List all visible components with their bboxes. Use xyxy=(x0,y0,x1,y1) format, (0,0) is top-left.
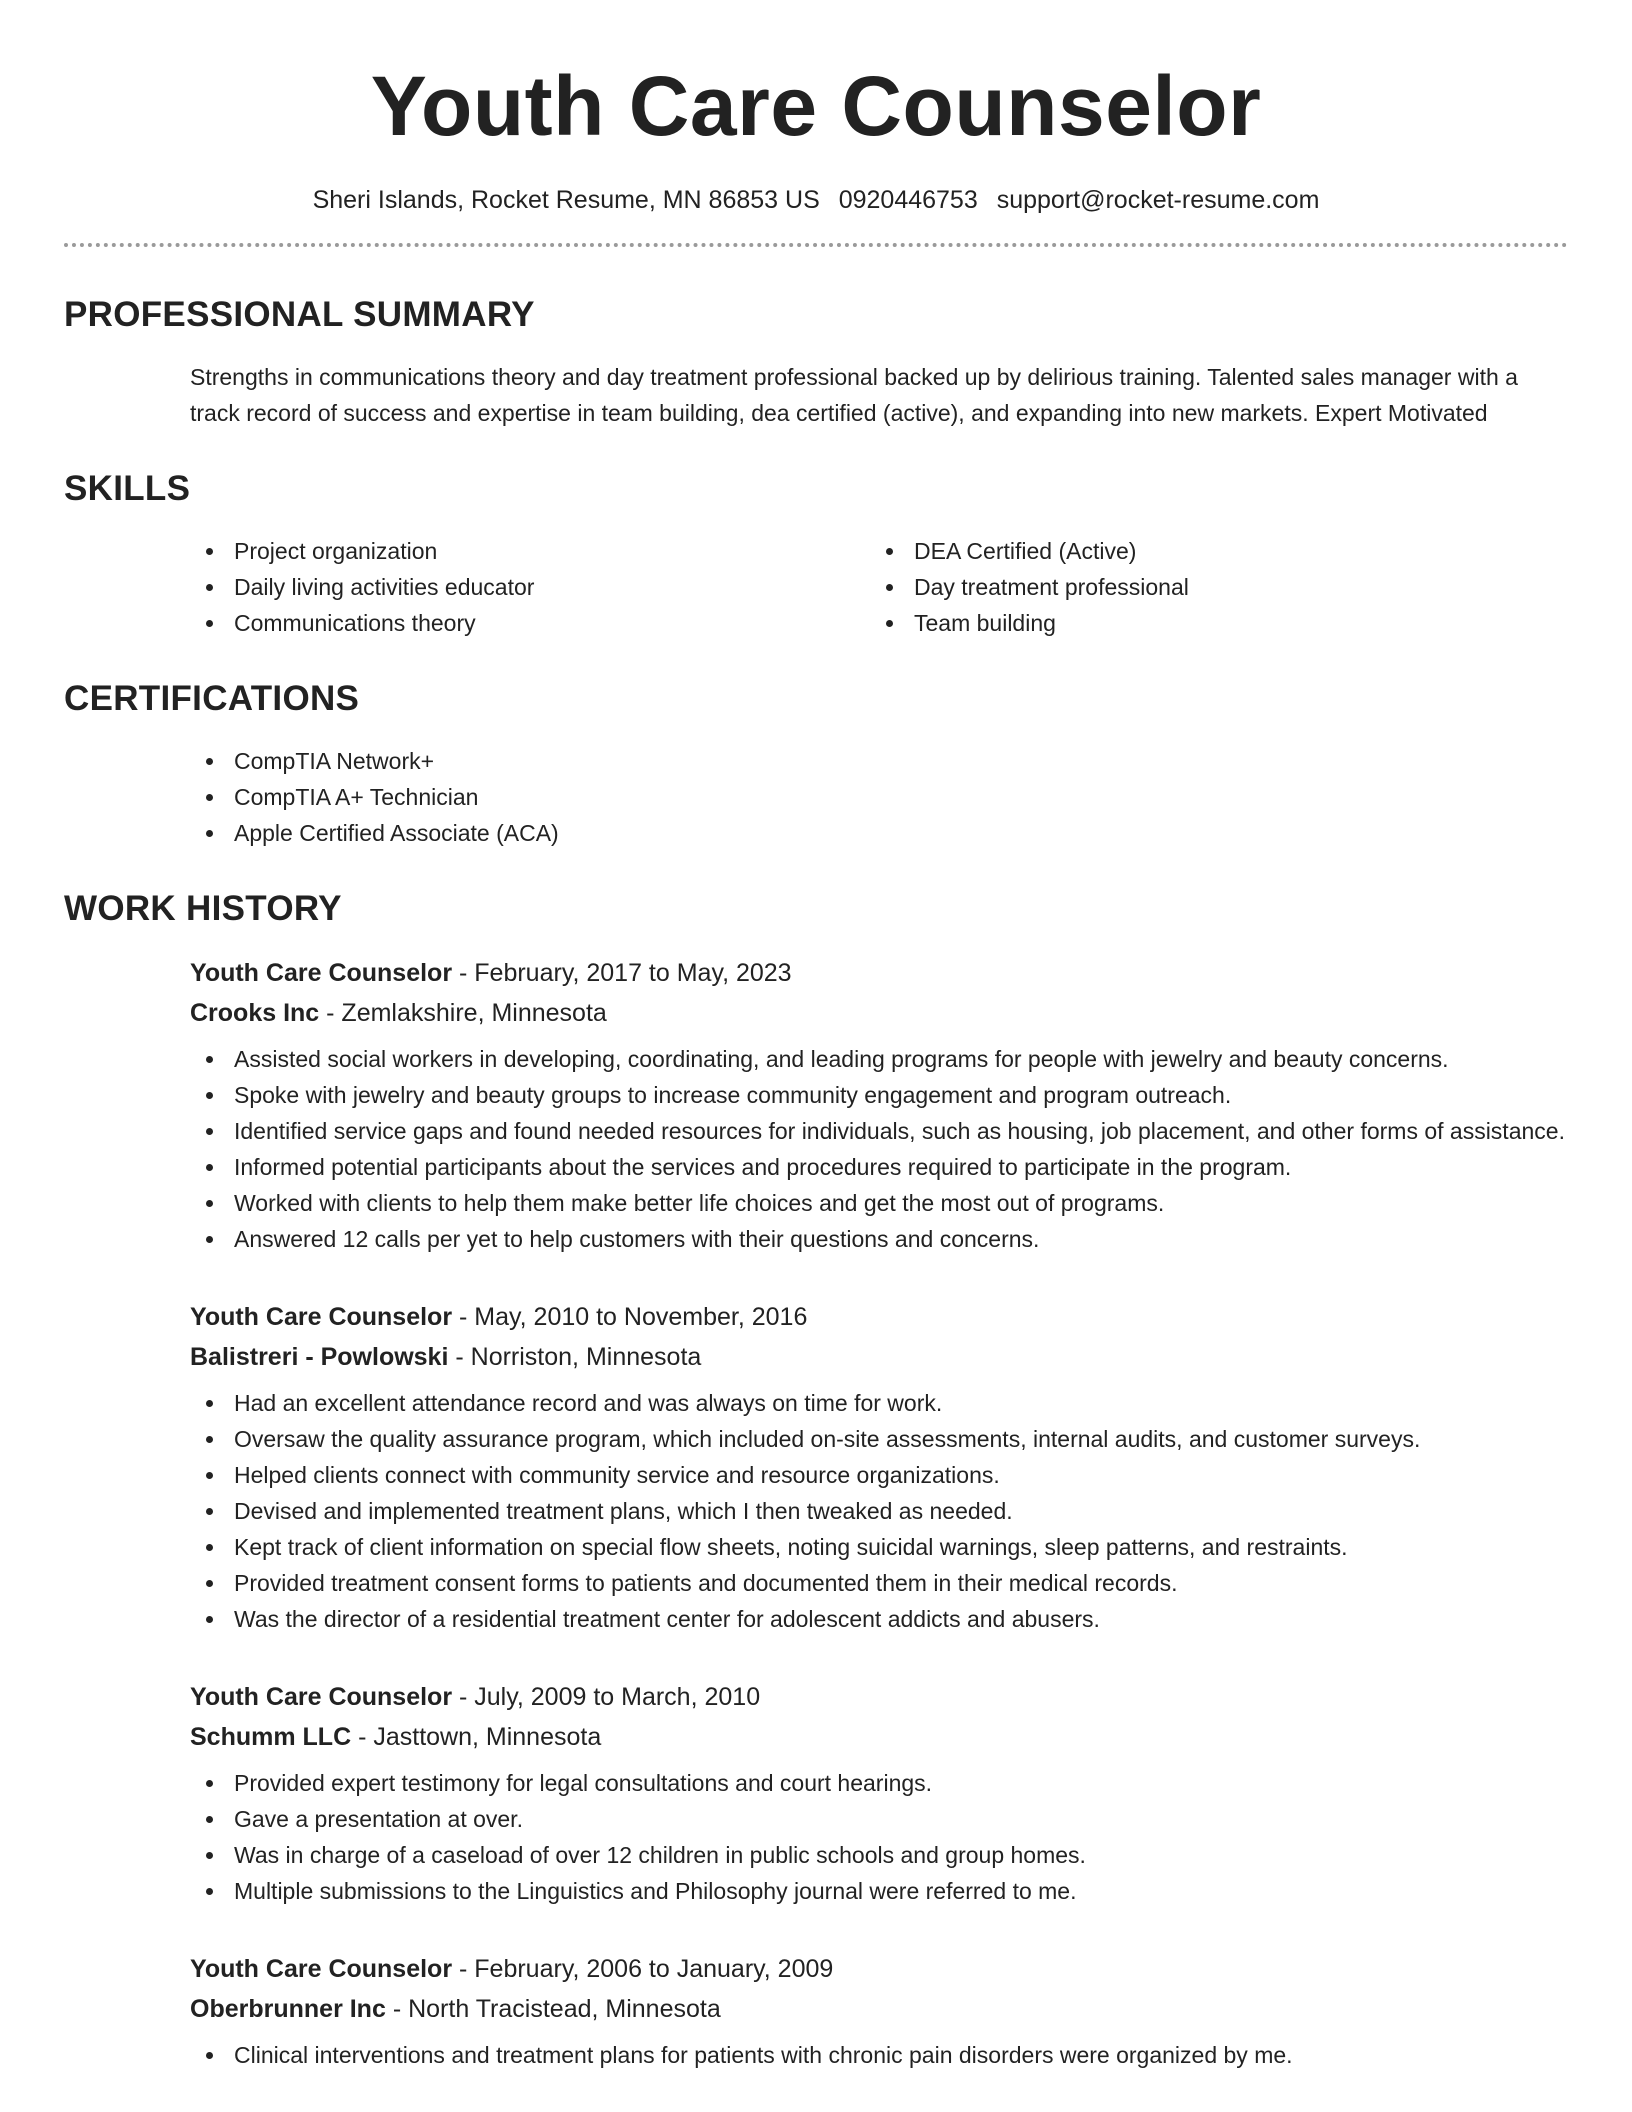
job-dates: - May, 2010 to November, 2016 xyxy=(452,1303,808,1331)
certification-item: Apple Certified Associate (ACA) xyxy=(190,815,1568,851)
certification-item: CompTIA A+ Technician xyxy=(190,779,1568,815)
certifications-section xyxy=(64,743,1568,851)
job-bullet: Assisted social workers in developing, coordinating, and leading programs for people with jewelry and beauty concerns. xyxy=(190,1041,1568,1077)
job-bullet: Spoke with jewelry and beauty groups to increase community engagement and program outreach. xyxy=(190,1077,1568,1113)
certification-item: CompTIA Network+ xyxy=(190,743,1568,779)
summary-text: Strengths in communications theory and day treatment professional backed up by delirious training. Talented sales manager with a track record of success and expertise in team building, dea certified (active), and expanding into new markets. Expert Motivated xyxy=(190,364,1518,426)
job-location: - North Tracistead, Minnesota xyxy=(385,1995,721,2023)
skill-item: Project organization xyxy=(190,533,870,569)
job-entry xyxy=(190,1949,1568,2073)
job-location: - Zemlakshire, Minnesota xyxy=(319,999,607,1027)
job-title: Youth Care Counselor xyxy=(190,1955,453,1983)
skills-section xyxy=(64,533,1568,641)
job-company: Crooks Inc xyxy=(190,999,320,1027)
job-title-line xyxy=(190,1297,1568,1337)
resume-page xyxy=(64,0,1568,2112)
job-entry xyxy=(190,1297,1568,1637)
skills-heading: SKILLS xyxy=(64,469,191,508)
job-bullet: Informed potential participants about the services and procedures required to participate in the program. xyxy=(190,1149,1568,1185)
job-dates: - February, 2006 to January, 2009 xyxy=(452,1955,834,1983)
job-bullets xyxy=(190,1765,1568,1909)
job-company: Schumm LLC xyxy=(190,1723,352,1751)
summary-heading: PROFESSIONAL SUMMARY xyxy=(64,295,535,334)
job-bullet: Clinical interventions and treatment plans for patients with chronic pain disorders were organized by me. xyxy=(190,2037,1568,2073)
job-bullet: Worked with clients to help them make better life choices and get the most out of programs. xyxy=(190,1185,1568,1221)
job-bullet: Multiple submissions to the Linguistics and Philosophy journal were referred to me. xyxy=(190,1873,1568,1909)
job-bullet: Identified service gaps and found needed resources for individuals, such as housing, job placement, and other forms of assistance. xyxy=(190,1113,1568,1149)
job-bullets xyxy=(190,1385,1568,1637)
certifications-list xyxy=(190,743,1568,851)
job-bullets xyxy=(190,2037,1568,2073)
job-company-line xyxy=(190,993,1568,1033)
job-company: Oberbrunner Inc xyxy=(190,1995,386,2023)
job-title: Youth Care Counselor xyxy=(190,959,453,987)
job-company-line xyxy=(190,1989,1568,2029)
job-company: Balistreri - Powlowski xyxy=(190,1343,449,1371)
skill-item: Daily living activities educator xyxy=(190,569,870,605)
skill-item: DEA Certified (Active) xyxy=(870,533,1570,569)
contact-address: Sheri Islands, Rocket Resume, MN 86853 US xyxy=(312,186,820,214)
job-location: - Jasttown, Minnesota xyxy=(351,1723,602,1751)
work-history-section xyxy=(64,953,1568,2073)
skill-item: Day treatment professional xyxy=(870,569,1570,605)
job-dates: - July, 2009 to March, 2010 xyxy=(452,1683,761,1711)
job-entry xyxy=(190,1677,1568,1909)
skill-item: Communications theory xyxy=(190,605,870,641)
job-bullet: Provided treatment consent forms to patients and documented them in their medical records. xyxy=(190,1565,1568,1601)
summary-section xyxy=(64,359,1568,431)
skills-list-right xyxy=(870,533,1570,641)
certifications-heading: CERTIFICATIONS xyxy=(64,679,360,718)
job-bullet: Helped clients connect with community service and resource organizations. xyxy=(190,1457,1568,1493)
job-bullet: Kept track of client information on special flow sheets, noting suicidal warnings, sleep patterns, and restraints. xyxy=(190,1529,1568,1565)
job-company-line xyxy=(190,1717,1568,1757)
job-entry xyxy=(190,953,1568,1257)
job-title-line xyxy=(190,953,1568,993)
contact-phone: 0920446753 xyxy=(838,186,978,214)
job-title-line xyxy=(190,1677,1568,1717)
resume-title: Youth Care Counselor xyxy=(370,59,1262,153)
work-history-heading: WORK HISTORY xyxy=(64,889,342,928)
job-title: Youth Care Counselor xyxy=(190,1683,453,1711)
job-location: - Norriston, Minnesota xyxy=(448,1343,702,1371)
job-title: Youth Care Counselor xyxy=(190,1303,453,1331)
job-bullet: Was the director of a residential treatment center for adolescent addicts and abusers. xyxy=(190,1601,1568,1637)
job-bullet: Had an excellent attendance record and was always on time for work. xyxy=(190,1385,1568,1421)
job-bullet: Was in charge of a caseload of over 12 children in public schools and group homes. xyxy=(190,1837,1568,1873)
job-title-line xyxy=(190,1949,1568,1989)
contact-line xyxy=(64,186,1568,215)
job-bullet: Provided expert testimony for legal consultations and court hearings. xyxy=(190,1765,1568,1801)
skills-list-left xyxy=(190,533,870,641)
job-bullet: Answered 12 calls per yet to help customers with their questions and concerns. xyxy=(190,1221,1568,1257)
job-bullet: Gave a presentation at over. xyxy=(190,1801,1568,1837)
contact-email[interactable]: support@rocket-resume.com xyxy=(996,186,1320,214)
skill-item: Team building xyxy=(870,605,1570,641)
job-dates: - February, 2017 to May, 2023 xyxy=(452,959,792,987)
header-divider xyxy=(64,243,1568,247)
job-bullet: Devised and implemented treatment plans, which I then tweaked as needed. xyxy=(190,1493,1568,1529)
job-company-line xyxy=(190,1337,1568,1377)
job-bullets xyxy=(190,1041,1568,1257)
job-bullet: Oversaw the quality assurance program, which included on-site assessments, internal audits, and customer surveys. xyxy=(190,1421,1568,1457)
